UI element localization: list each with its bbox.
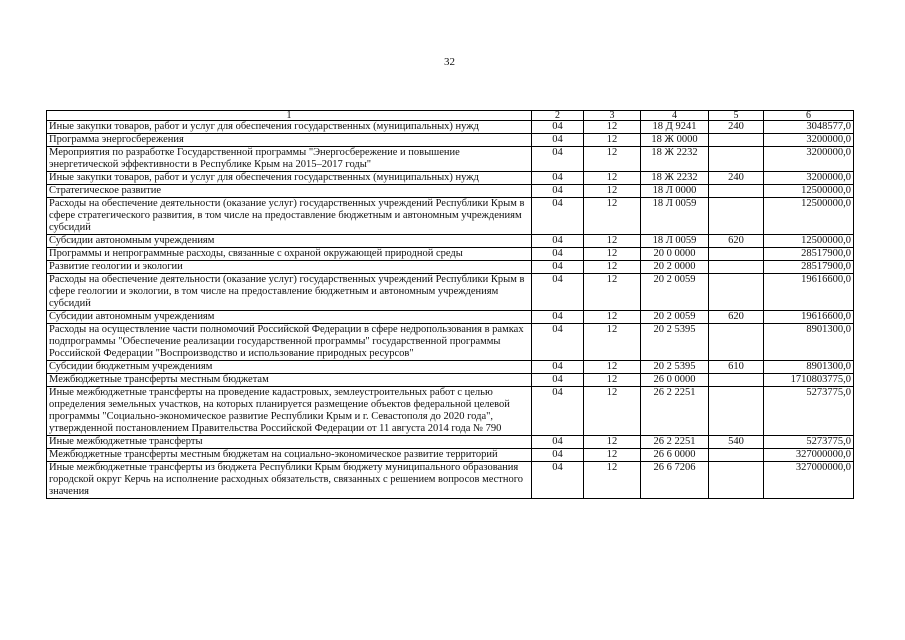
table-row	[47, 274, 854, 311]
table-row	[47, 436, 854, 449]
row-description: Субсидии автономным учреждениям	[47, 311, 532, 324]
row-description: Стратегическое развитие	[47, 185, 532, 198]
expense-type-code	[709, 198, 764, 235]
target-article-code: 18 Л 0059	[641, 198, 709, 235]
section-code: 04	[532, 261, 584, 274]
target-article-code: 26 2 2251	[641, 387, 709, 436]
table-row	[47, 462, 854, 499]
subsection-code: 12	[584, 387, 641, 436]
row-description: Программы и непрограммные расходы, связанные с охраной окружающей природной среды	[47, 248, 532, 261]
table-row	[47, 198, 854, 235]
section-code: 04	[532, 147, 584, 172]
table-row	[47, 248, 854, 261]
subsection-code: 12	[584, 261, 641, 274]
amount: 19616600,0	[764, 274, 854, 311]
section-code: 04	[532, 361, 584, 374]
subsection-code: 12	[584, 172, 641, 185]
target-article-code: 18 Л 0000	[641, 185, 709, 198]
table-row	[47, 134, 854, 147]
column-header: 6	[764, 111, 854, 121]
section-code: 04	[532, 324, 584, 361]
column-header: 4	[641, 111, 709, 121]
row-description: Субсидии бюджетным учреждениям	[47, 361, 532, 374]
amount: 12500000,0	[764, 185, 854, 198]
amount: 3200000,0	[764, 172, 854, 185]
row-description: Иные межбюджетные трансферты из бюджета Республики Крым бюджету муниципального образования городской округ Керчь на исполнение расходных обязательств, связанных с решением вопросов местного значения	[47, 462, 532, 499]
section-code: 04	[532, 436, 584, 449]
row-description: Расходы на обеспечение деятельности (оказание услуг) государственных учреждений Республики Крым в сфере стратегического развития, в том числе на предоставление бюджетным и автономным учреждениям субсидий	[47, 198, 532, 235]
target-article-code: 18 Ж 0000	[641, 134, 709, 147]
row-description: Расходы на обеспечение деятельности (оказание услуг) государственных учреждений Республики Крым в сфере геологии и экологии, в том числе на предоставление бюджетным и автономным учреждениям субсидий	[47, 274, 532, 311]
row-description: Межбюджетные трансферты местным бюджетам на социально-экономическое развитие территорий	[47, 449, 532, 462]
amount: 327000000,0	[764, 462, 854, 499]
table-row	[47, 324, 854, 361]
target-article-code: 20 2 0000	[641, 261, 709, 274]
section-code: 04	[532, 274, 584, 311]
subsection-code: 12	[584, 185, 641, 198]
amount: 3048577,0	[764, 121, 854, 134]
table-row	[47, 449, 854, 462]
section-code: 04	[532, 185, 584, 198]
amount: 327000000,0	[764, 449, 854, 462]
amount: 1710803775,0	[764, 374, 854, 387]
target-article-code: 20 0 0000	[641, 248, 709, 261]
subsection-code: 12	[584, 235, 641, 248]
section-code: 04	[532, 198, 584, 235]
expense-type-code	[709, 387, 764, 436]
row-description: Программа энергосбережения	[47, 134, 532, 147]
expense-type-code: 240	[709, 172, 764, 185]
amount: 12500000,0	[764, 198, 854, 235]
expense-type-code: 610	[709, 361, 764, 374]
target-article-code: 18 Д 9241	[641, 121, 709, 134]
subsection-code: 12	[584, 248, 641, 261]
row-description: Иные межбюджетные трансферты	[47, 436, 532, 449]
table-row	[47, 172, 854, 185]
subsection-code: 12	[584, 374, 641, 387]
subsection-code: 12	[584, 449, 641, 462]
section-code: 04	[532, 248, 584, 261]
subsection-code: 12	[584, 462, 641, 499]
target-article-code: 18 Ж 2232	[641, 147, 709, 172]
expense-type-code	[709, 147, 764, 172]
section-code: 04	[532, 387, 584, 436]
column-header: 1	[47, 111, 532, 121]
target-article-code: 26 6 0000	[641, 449, 709, 462]
table-row	[47, 185, 854, 198]
table-row	[47, 374, 854, 387]
amount: 28517900,0	[764, 248, 854, 261]
column-header: 5	[709, 111, 764, 121]
target-article-code: 20 2 0059	[641, 311, 709, 324]
expense-type-code	[709, 261, 764, 274]
subsection-code: 12	[584, 311, 641, 324]
expense-type-code: 540	[709, 436, 764, 449]
table-row	[47, 311, 854, 324]
section-code: 04	[532, 374, 584, 387]
row-description: Межбюджетные трансферты местным бюджетам	[47, 374, 532, 387]
budget-table	[46, 110, 854, 499]
section-code: 04	[532, 121, 584, 134]
table-row	[47, 387, 854, 436]
expense-type-code	[709, 374, 764, 387]
target-article-code: 26 2 2251	[641, 436, 709, 449]
subsection-code: 12	[584, 147, 641, 172]
expense-type-code	[709, 248, 764, 261]
expense-type-code	[709, 274, 764, 311]
subsection-code: 12	[584, 198, 641, 235]
row-description: Иные закупки товаров, работ и услуг для обеспечения государственных (муниципальных) нужд	[47, 121, 532, 134]
column-header: 3	[584, 111, 641, 121]
row-description: Иные закупки товаров, работ и услуг для обеспечения государственных (муниципальных) нужд	[47, 172, 532, 185]
section-code: 04	[532, 235, 584, 248]
subsection-code: 12	[584, 134, 641, 147]
column-header: 2	[532, 111, 584, 121]
subsection-code: 12	[584, 121, 641, 134]
section-code: 04	[532, 311, 584, 324]
amount: 5273775,0	[764, 387, 854, 436]
subsection-code: 12	[584, 361, 641, 374]
table-row	[47, 121, 854, 134]
amount: 19616600,0	[764, 311, 854, 324]
table-row	[47, 147, 854, 172]
target-article-code: 18 Л 0059	[641, 235, 709, 248]
section-code: 04	[532, 134, 584, 147]
expense-type-code	[709, 449, 764, 462]
page-number: 32	[444, 56, 455, 68]
target-article-code: 18 Ж 2232	[641, 172, 709, 185]
expense-type-code: 620	[709, 235, 764, 248]
row-description: Мероприятия по разработке Государственной программы "Энергосбережение и повышение энергетической эффективности в Республике Крым на 2015–2017 годы"	[47, 147, 532, 172]
amount: 8901300,0	[764, 324, 854, 361]
header-row	[47, 111, 854, 121]
amount: 5273775,0	[764, 436, 854, 449]
expense-type-code	[709, 134, 764, 147]
row-description: Субсидии автономным учреждениям	[47, 235, 532, 248]
target-article-code: 20 2 5395	[641, 361, 709, 374]
expense-type-code: 620	[709, 311, 764, 324]
amount: 28517900,0	[764, 261, 854, 274]
amount: 3200000,0	[764, 147, 854, 172]
row-description: Развитие геологии и экологии	[47, 261, 532, 274]
section-code: 04	[532, 462, 584, 499]
target-article-code: 20 2 5395	[641, 324, 709, 361]
expense-type-code	[709, 185, 764, 198]
amount: 8901300,0	[764, 361, 854, 374]
table-row	[47, 261, 854, 274]
target-article-code: 20 2 0059	[641, 274, 709, 311]
target-article-code: 26 6 7206	[641, 462, 709, 499]
row-description: Иные межбюджетные трансферты на проведение кадастровых, землеустроительных работ с целью определения земельных участков, на которых планируется размещение объектов федеральной целевой программы "Социально-экономическое развитие Республики Крым и г. Севастополя до 2020 года", утвержденной постановлением Правительства Российской Федерации от 11 августа 2014 года № 790	[47, 387, 532, 436]
subsection-code: 12	[584, 324, 641, 361]
section-code: 04	[532, 449, 584, 462]
row-description: Расходы на осуществление части полномочий Российской Федерации в сфере недропользования в рамках подпрограммы "Обеспечение реализации государственной программы" государственной программы Российской Федерации "Воспроизводство и использование природных ресурсов"	[47, 324, 532, 361]
subsection-code: 12	[584, 436, 641, 449]
expense-type-code	[709, 324, 764, 361]
target-article-code: 26 0 0000	[641, 374, 709, 387]
expense-type-code	[709, 462, 764, 499]
expense-type-code: 240	[709, 121, 764, 134]
amount: 3200000,0	[764, 134, 854, 147]
amount: 12500000,0	[764, 235, 854, 248]
table-row	[47, 235, 854, 248]
subsection-code: 12	[584, 274, 641, 311]
table-row	[47, 361, 854, 374]
section-code: 04	[532, 172, 584, 185]
